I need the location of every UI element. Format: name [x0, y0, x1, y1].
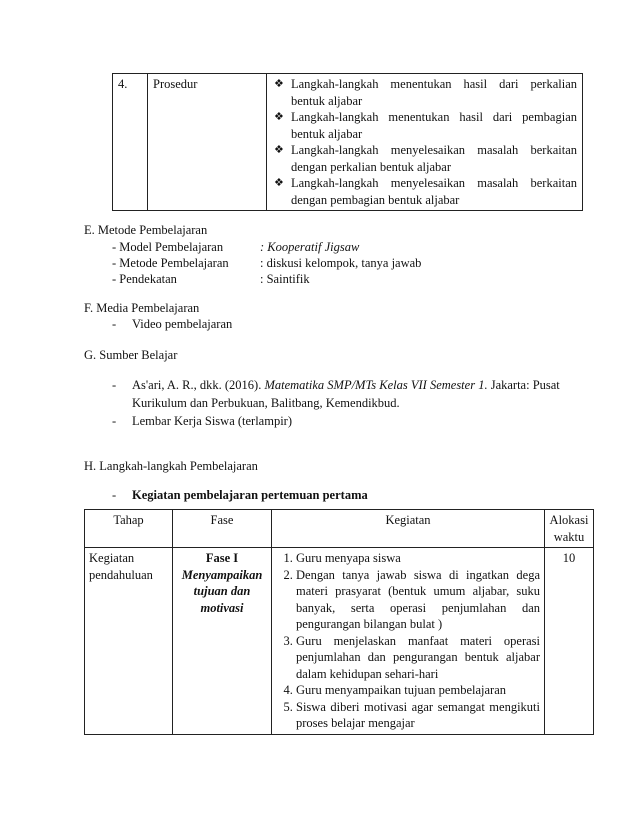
diamond-bullet-icon: ❖	[274, 143, 284, 156]
section-e-title: E. Metode Pembelajaran	[84, 223, 208, 237]
section-g-title: G. Sumber Belajar	[84, 348, 178, 362]
subsection-title: - Kegiatan pembelajaran pertemuan pertama	[112, 488, 368, 502]
row-number: 4.	[113, 74, 148, 211]
header-tahap: Tahap	[85, 510, 173, 548]
list-item: 2. Dengan tanya jawab siswa di ingatkan dega materi prasyarat (bentuk umum aljabar, suku banyak, serta operasi penjumlahan dan pengurangan bilangan bulat )	[296, 567, 540, 633]
section-f-title: F. Media Pembelajaran	[84, 301, 200, 315]
dash-bullet: -	[112, 488, 117, 502]
tahap-cell: Kegiatan pendahuluan	[85, 548, 173, 735]
table-row	[113, 74, 583, 211]
list-item: ❖ Langkah-langkah menyelesaikan masalah berkaitan dengan perkalian bentuk aljabar	[274, 143, 577, 174]
model-key: - Model Pembelajaran	[112, 240, 224, 254]
section-h-title: H. Langkah-langkah Pembelajaran	[84, 459, 258, 473]
diamond-bullet-icon: ❖	[274, 77, 284, 90]
list-item: - Lembar Kerja Siswa (terlampir)	[112, 414, 293, 428]
procedure-table	[112, 73, 583, 211]
procedure-list	[272, 76, 577, 208]
reference-item: - As'ari, A. R., dkk. (2016). Matematika SMP/MTs Kelas VII Semester 1. Jakarta: Pusat Kurikulum dan Perbukuan, Balitbang, Kemendikbud.	[112, 378, 560, 411]
kegiatan-cell	[272, 548, 545, 735]
metode-key: - Metode Pembelajaran	[112, 256, 229, 270]
pendekatan-value: : Saintifik	[260, 272, 310, 286]
model-value: : Kooperatif Jigsaw	[260, 240, 360, 254]
list-item: 3. Guru menjelaskan manfaat materi operasi penjumlahan dan pengurangan bentuk aljabar dalam kehidupan sehari-hari	[296, 633, 540, 683]
activity-table	[84, 509, 594, 735]
row-label: Prosedur	[148, 74, 267, 211]
fase-subtitle: Menyampaikan tujuan dan motivasi	[181, 567, 263, 615]
table-row	[85, 548, 594, 735]
dash-bullet: -	[112, 378, 117, 392]
list-item: ❖ Langkah-langkah menentukan hasil dari perkalian bentuk aljabar	[274, 77, 577, 108]
dash-bullet: -	[112, 317, 117, 331]
list-item: ❖ Langkah-langkah menentukan hasil dari pembagian bentuk aljabar	[274, 110, 577, 141]
header-alokasi: Alokasi waktu	[545, 510, 594, 548]
fase-title: Fase I	[205, 551, 239, 565]
diamond-bullet-icon: ❖	[274, 110, 284, 123]
list-item: - Video pembelajaran	[112, 317, 233, 331]
procedure-items-cell	[267, 74, 583, 211]
kegiatan-list	[276, 550, 540, 732]
waktu-cell: 10	[545, 548, 594, 735]
table-header-row	[85, 510, 594, 548]
diamond-bullet-icon: ❖	[274, 176, 284, 189]
fase-cell	[173, 548, 272, 735]
header-kegiatan: Kegiatan	[272, 510, 545, 548]
metode-value: : diskusi kelompok, tanya jawab	[260, 256, 422, 270]
list-item: 4. Guru menyampaikan tujuan pembelajaran	[296, 682, 540, 699]
pendekatan-key: - Pendekatan	[112, 272, 177, 286]
list-item: 1. Guru menyapa siswa	[296, 550, 540, 567]
dash-bullet: -	[112, 414, 117, 428]
list-item: ❖ Langkah-langkah menyelesaikan masalah berkaitan dengan pembagian bentuk aljabar	[274, 176, 577, 207]
list-item: 5. Siswa diberi motivasi agar semangat mengikuti proses belajar mengajar	[296, 699, 540, 732]
header-fase: Fase	[173, 510, 272, 548]
